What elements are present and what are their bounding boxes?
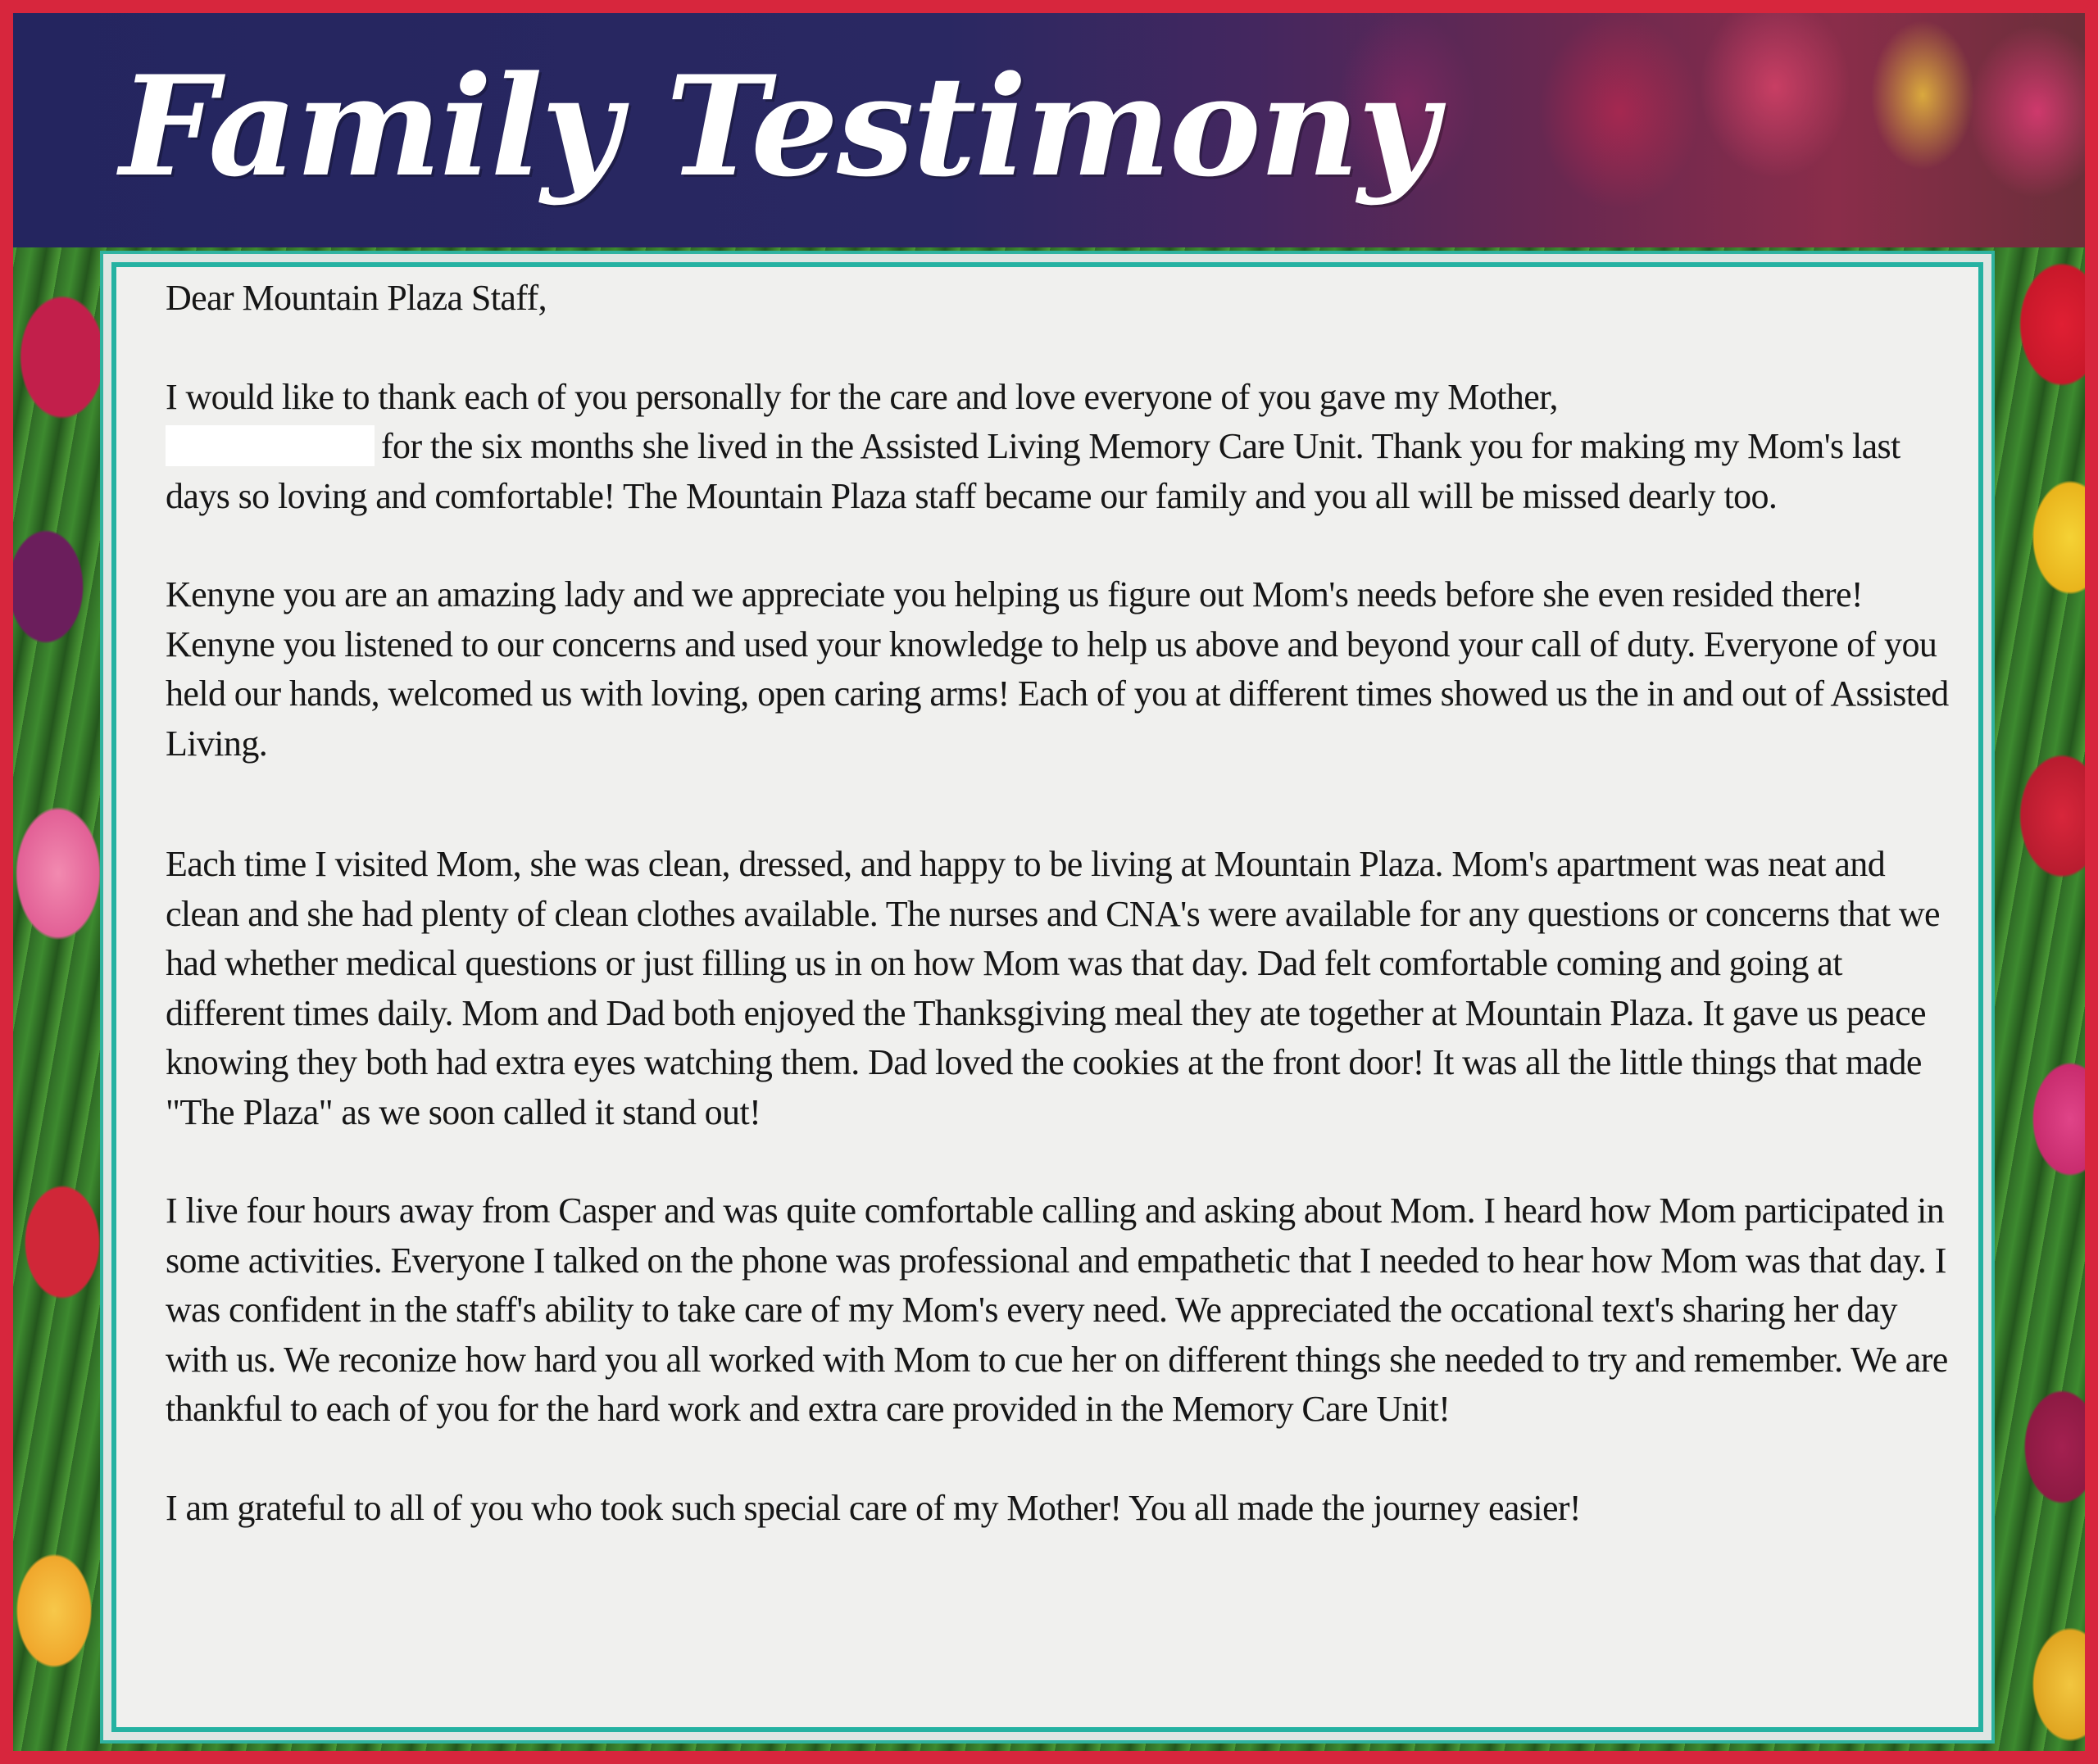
page-title: Family Testimony [120,45,1437,207]
redacted-name [166,425,375,466]
letter-paragraph-3: Each time I visited Mom, she was clean, dressed, and happy to be living at Mountain Plaza. Mom's apartment was neat and clean and she had plenty of clean clothes available. The nurses and CNA's were available for any questions or concerns that we had whether medical questions or just filling us in on how Mom was that day. Dad felt comfortable coming and going at different times daily. Mom and Dad both enjoyed the Thanksgiving meal they ate together at Mountain Plaza. It gave us peace knowing they both had extra eyes watching them. Dad loved the cookies at the front door! It was all the little things that made "The Plaza" as we soon called it stand out! [166,844,1940,1132]
letter-paragraph-1 [166,373,1954,522]
letter-paragraph-4: I live four hours away from Casper and was quite comfortable calling and asking about Mom. I heard how Mom participated in some activities. Everyone I talked on the phone was professional and empathetic that I needed to hear how Mom was that day. I was confident in the staff's ability to take care of my Mom's every need. We appreciated the occational text's sharing her day with us. We reconize how hard you all worked with Mom to cue her on different things she needed to try and remember. We are thankful to each of you for the hard work and extra care provided in the Memory Care Unit! [166,1190,1948,1429]
testimony-letter [111,262,1983,1732]
header-banner [13,13,2085,247]
letter-paragraph-5: I am grateful to all of you who took such special care of my Mother! You all made the journey easier! [166,1487,1581,1528]
letter-paragraph-1-part-2: for the six months she lived in the Assisted Living Memory Care Unit. Thank you for making my Mom's last days so loving and comfortable! The Mountain Plaza staff became our family and you all will be missed dearly too. [166,426,1900,516]
letter-paragraph-1-part-1: I would like to thank each of you personally for the care and love everyone of you gave my Mother, [166,376,1558,417]
letter-paragraph-2: Kenyne you are an amazing lady and we appreciate you helping us figure out Mom's needs before she even resided there! Kenyne you listened to our concerns and used your knowledge to help us above and beyond your call of duty. Everyone of you held our hands, welcomed us with loving, open caring arms! Each of you at different times showed us the in and out of Assisted Living. [166,574,1949,764]
letter-salutation: Dear Mountain Plaza Staff, [166,278,547,318]
